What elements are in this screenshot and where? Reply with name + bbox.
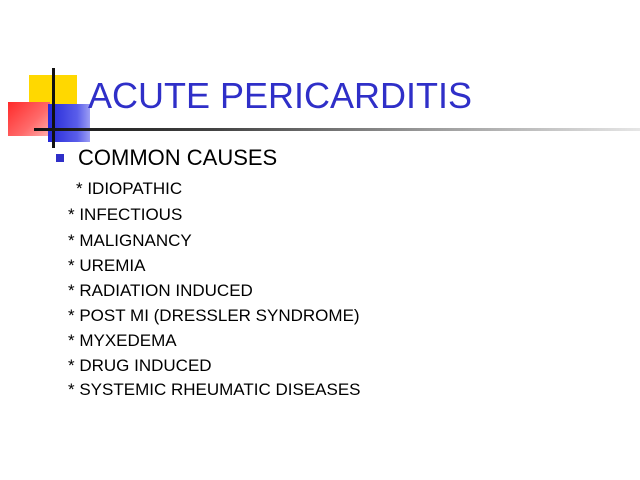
list-item: * DRUG INDUCED (68, 356, 212, 375)
list-item: * INFECTIOUS (68, 205, 183, 224)
decorative-vertical-line (52, 68, 55, 148)
title-underline (34, 128, 640, 131)
list-item: * IDIOPATHIC (76, 179, 183, 198)
section-heading: COMMON CAUSES (78, 145, 278, 170)
list-item: * SYSTEMIC RHEUMATIC DISEASES (68, 380, 361, 399)
list-item: * RADIATION INDUCED (68, 281, 253, 300)
bullet-square-icon (56, 154, 64, 162)
slide-title: ACUTE PERICARDITIS (88, 75, 473, 116)
list-item: * POST MI (DRESSLER SYNDROME) (68, 306, 360, 325)
list-item: * MYXEDEMA (68, 331, 177, 350)
list-item: * UREMIA (68, 256, 146, 275)
list-item: * MALIGNANCY (68, 231, 192, 250)
